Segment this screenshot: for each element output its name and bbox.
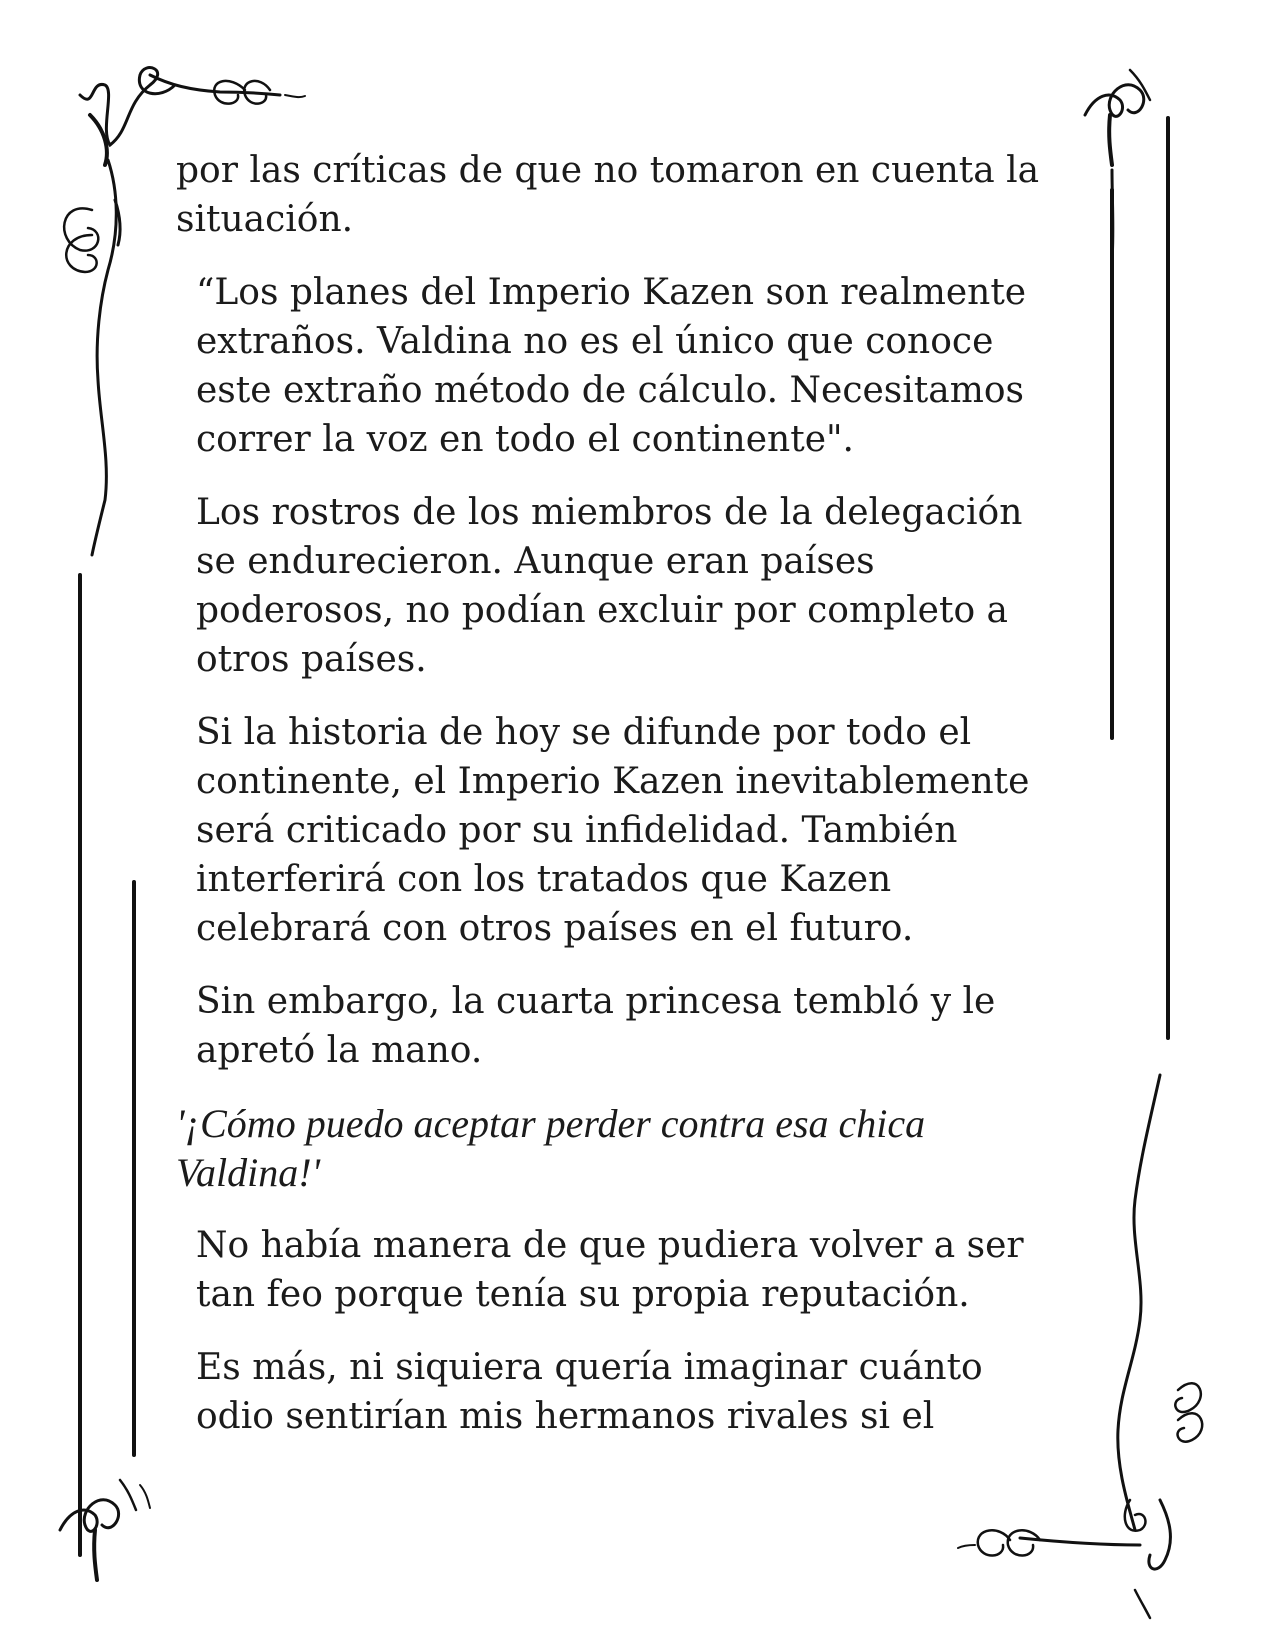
flourish-top-right-icon	[1085, 70, 1168, 1038]
text-line: Sin embargo, la cuarta princesa tembló y le	[196, 981, 996, 1022]
paragraph	[176, 708, 1076, 953]
text-line: Es más, ni siquiera quería imaginar cuánto	[196, 1347, 983, 1388]
text-line: poderosos, no podían excluir por completo a	[196, 590, 1009, 631]
text-line: continente, el Imperio Kazen inevitablemente	[196, 761, 1030, 802]
paragraph	[176, 268, 1076, 464]
text-line: interferirá con los tratados que Kazen	[196, 859, 892, 900]
text-line: apretó la mano.	[196, 1030, 483, 1071]
text-line: tan feo porque tenía su propia reputación.	[196, 1274, 970, 1315]
paragraph	[176, 1343, 1076, 1441]
text-line: correr la voz en todo el continente".	[196, 419, 855, 460]
paragraph	[176, 1099, 1076, 1197]
text-line: este extraño método de cálculo. Necesitamos	[196, 370, 1024, 411]
text-line: será criticado por su infidelidad. También	[196, 810, 958, 851]
document-text	[176, 146, 1076, 1465]
text-line: por las críticas de que no tomaron en cuenta la	[176, 150, 1040, 191]
flourish-bottom-left-icon	[60, 1480, 150, 1580]
text-line: situación.	[176, 199, 354, 240]
text-line: '¡Cómo puedo aceptar perder contra esa chica	[176, 1101, 926, 1146]
text-line: extraños. Valdina no es el único que conoce	[196, 321, 994, 362]
paragraph	[176, 488, 1076, 684]
text-line: se endurecieron. Aunque eran países	[196, 541, 875, 582]
paragraph	[176, 977, 1076, 1075]
text-line: otros países.	[196, 639, 427, 680]
text-line: odio sentirían mis hermanos rivales si el	[196, 1396, 935, 1437]
text-line: Si la historia de hoy se difunde por todo el	[196, 712, 972, 753]
text-line: Los rostros de los miembros de la delegación	[196, 492, 1023, 533]
text-line: “Los planes del Imperio Kazen son realmente	[196, 272, 1027, 313]
text-line: celebrará con otros países en el futuro.	[196, 908, 914, 949]
text-line: Valdina!'	[176, 1150, 321, 1195]
paragraph	[176, 146, 1076, 244]
paragraph	[176, 1221, 1076, 1319]
text-line: No había manera de que pudiera volver a ser	[196, 1225, 1024, 1266]
